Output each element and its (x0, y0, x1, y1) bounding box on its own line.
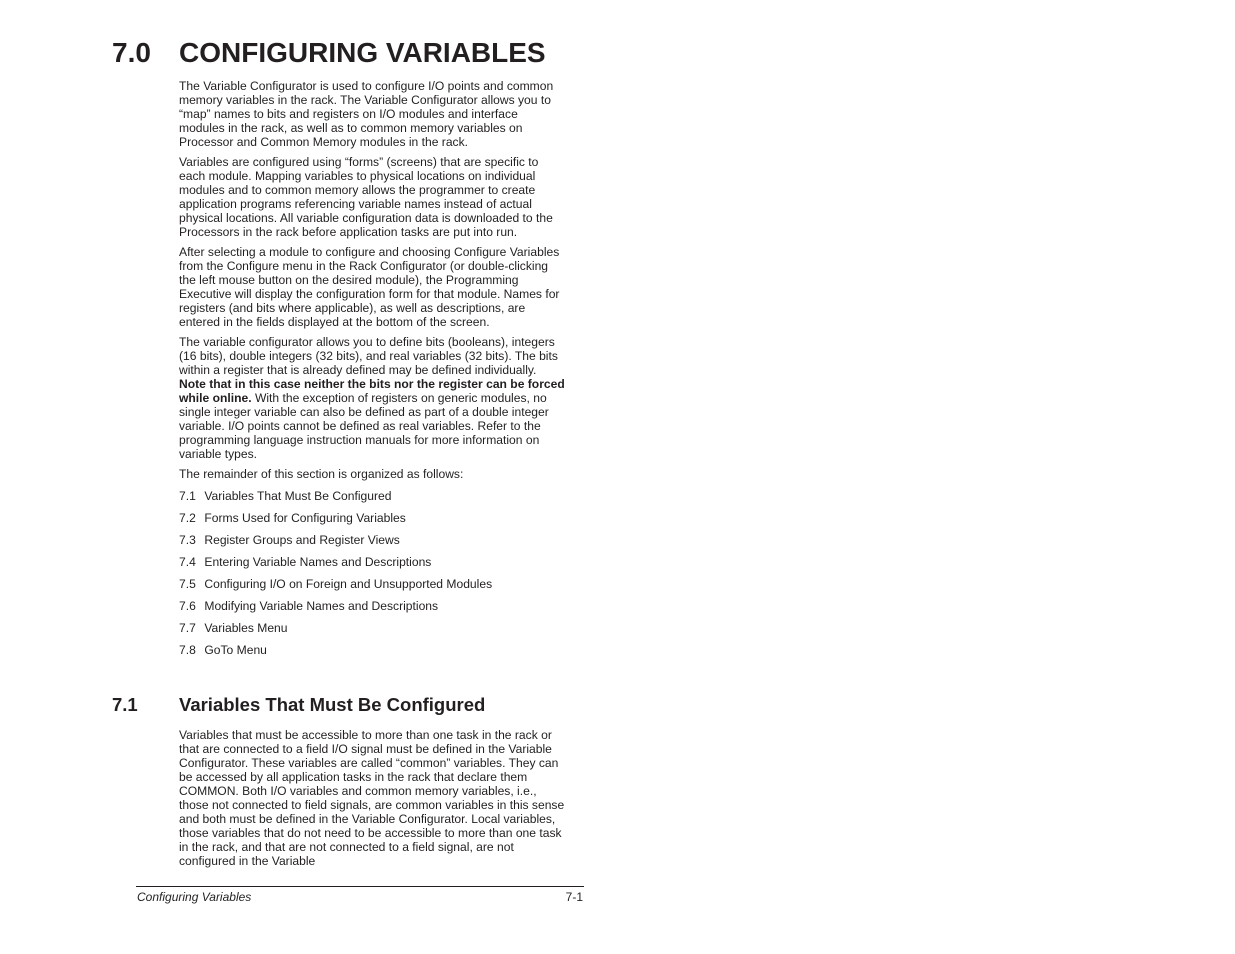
toc-item-title: Configuring I/O on Foreign and Unsupported Modules (204, 577, 493, 591)
intro-paragraph-4-text-a: The variable configurator allows you to define bits (booleans), integers (16 bits), double integers (32 bits), and real variables (32 bits). The bits within a register that is already defined may be defined individually. (179, 335, 558, 377)
toc-item-number: 7.1 (179, 489, 196, 503)
footer-page-number: 7-1 (565, 890, 583, 904)
footer-divider (136, 886, 584, 887)
toc-item (179, 621, 565, 643)
section-number: 7.1 (112, 694, 138, 715)
chapter-title (112, 36, 546, 70)
toc-item-title: GoTo Menu (204, 643, 267, 657)
intro-paragraph-1: The Variable Configurator is used to configure I/O points and common memory variables in the rack. The Variable Configurator allows you to “map” names to bits and registers on I/O modules and interface modules in the rack, as well as to common memory variables on Processor and Common Memory modules in the rack. (179, 79, 554, 149)
chapter-number: 7.0 (112, 37, 151, 68)
toc-item-number: 7.6 (179, 599, 196, 613)
toc-item-number: 7.3 (179, 533, 196, 547)
intro-paragraph-2: Variables are configured using “forms” (screens) that are specific to each module. Mapping variables to physical locations on individual modules and to common memory allows the programmer to create application programs referencing variable names instead of actual physical locations. All variable configuration data is downloaded to the Processors in the rack before application tasks are put into run. (179, 155, 553, 239)
toc-item (179, 555, 565, 577)
footer-chapter-name: Configuring Variables (137, 890, 252, 904)
intro-section (179, 79, 565, 665)
toc-item-number: 7.5 (179, 577, 196, 591)
toc-item-number: 7.7 (179, 621, 196, 635)
intro-paragraph-3: After selecting a module to configure and choosing Configure Variables from the Configure menu in the Rack Configurator (or double-clicking the left mouse button on the desired module), the Programming Executive will display the configuration form for that module. Names for registers (and bits where applicable), as well as descriptions, are entered in the fields displayed at the bottom of the screen. (179, 245, 560, 329)
intro-paragraph-4 (179, 335, 565, 461)
section-title: Variables That Must Be Configured (179, 694, 486, 715)
toc-item-title: Register Groups and Register Views (204, 533, 400, 547)
toc-item-title: Variables That Must Be Configured (204, 489, 392, 503)
section-toc (179, 489, 565, 665)
toc-item-title: Variables Menu (204, 621, 288, 635)
toc-item (179, 599, 565, 621)
toc-item (179, 489, 565, 511)
intro-paragraph-4-bold-note: Note that in this case neither the bits nor the register can be forced while online. (179, 377, 565, 405)
toc-item (179, 511, 565, 533)
toc-item (179, 577, 565, 599)
toc-item-number: 7.2 (179, 511, 196, 525)
toc-item-number: 7.8 (179, 643, 196, 657)
toc-item (179, 643, 565, 665)
chapter-title-text: CONFIGURING VARIABLES (179, 37, 546, 68)
toc-item (179, 533, 565, 555)
toc-item-title: Forms Used for Configuring Variables (204, 511, 406, 525)
intro-paragraph-4-text-b: With the exception of registers on generic modules, no single integer variable can also be defined as part of a double integer variable. I/O points cannot be defined as real variables. Refer to the programming language instruction manuals for more information on variable types. (179, 391, 549, 461)
toc-item-title: Modifying Variable Names and Descriptions (204, 599, 439, 613)
intro-paragraph-5: The remainder of this section is organized as follows: (179, 467, 464, 481)
toc-item-title: Entering Variable Names and Descriptions (204, 555, 432, 569)
section-7-1-body (179, 728, 565, 874)
section-heading (112, 694, 485, 716)
section-paragraph: Variables that must be accessible to more than one task in the rack or that are connected to a field I/O signal must be defined in the Variable Configurator. These variables are called “common” variables. They can be accessed by all application tasks in the rack that declare them COMMON. Both I/O variables and common memory variables, i.e., those not connected to field signals, are common variables in this sense and both must be defined in the Variable Configurator. Local variables, those variables that do not need to be accessible to more than one task in the rack, and that are not connected to a field signal, are not configured in the Variable (179, 728, 565, 868)
toc-item-number: 7.4 (179, 555, 196, 569)
